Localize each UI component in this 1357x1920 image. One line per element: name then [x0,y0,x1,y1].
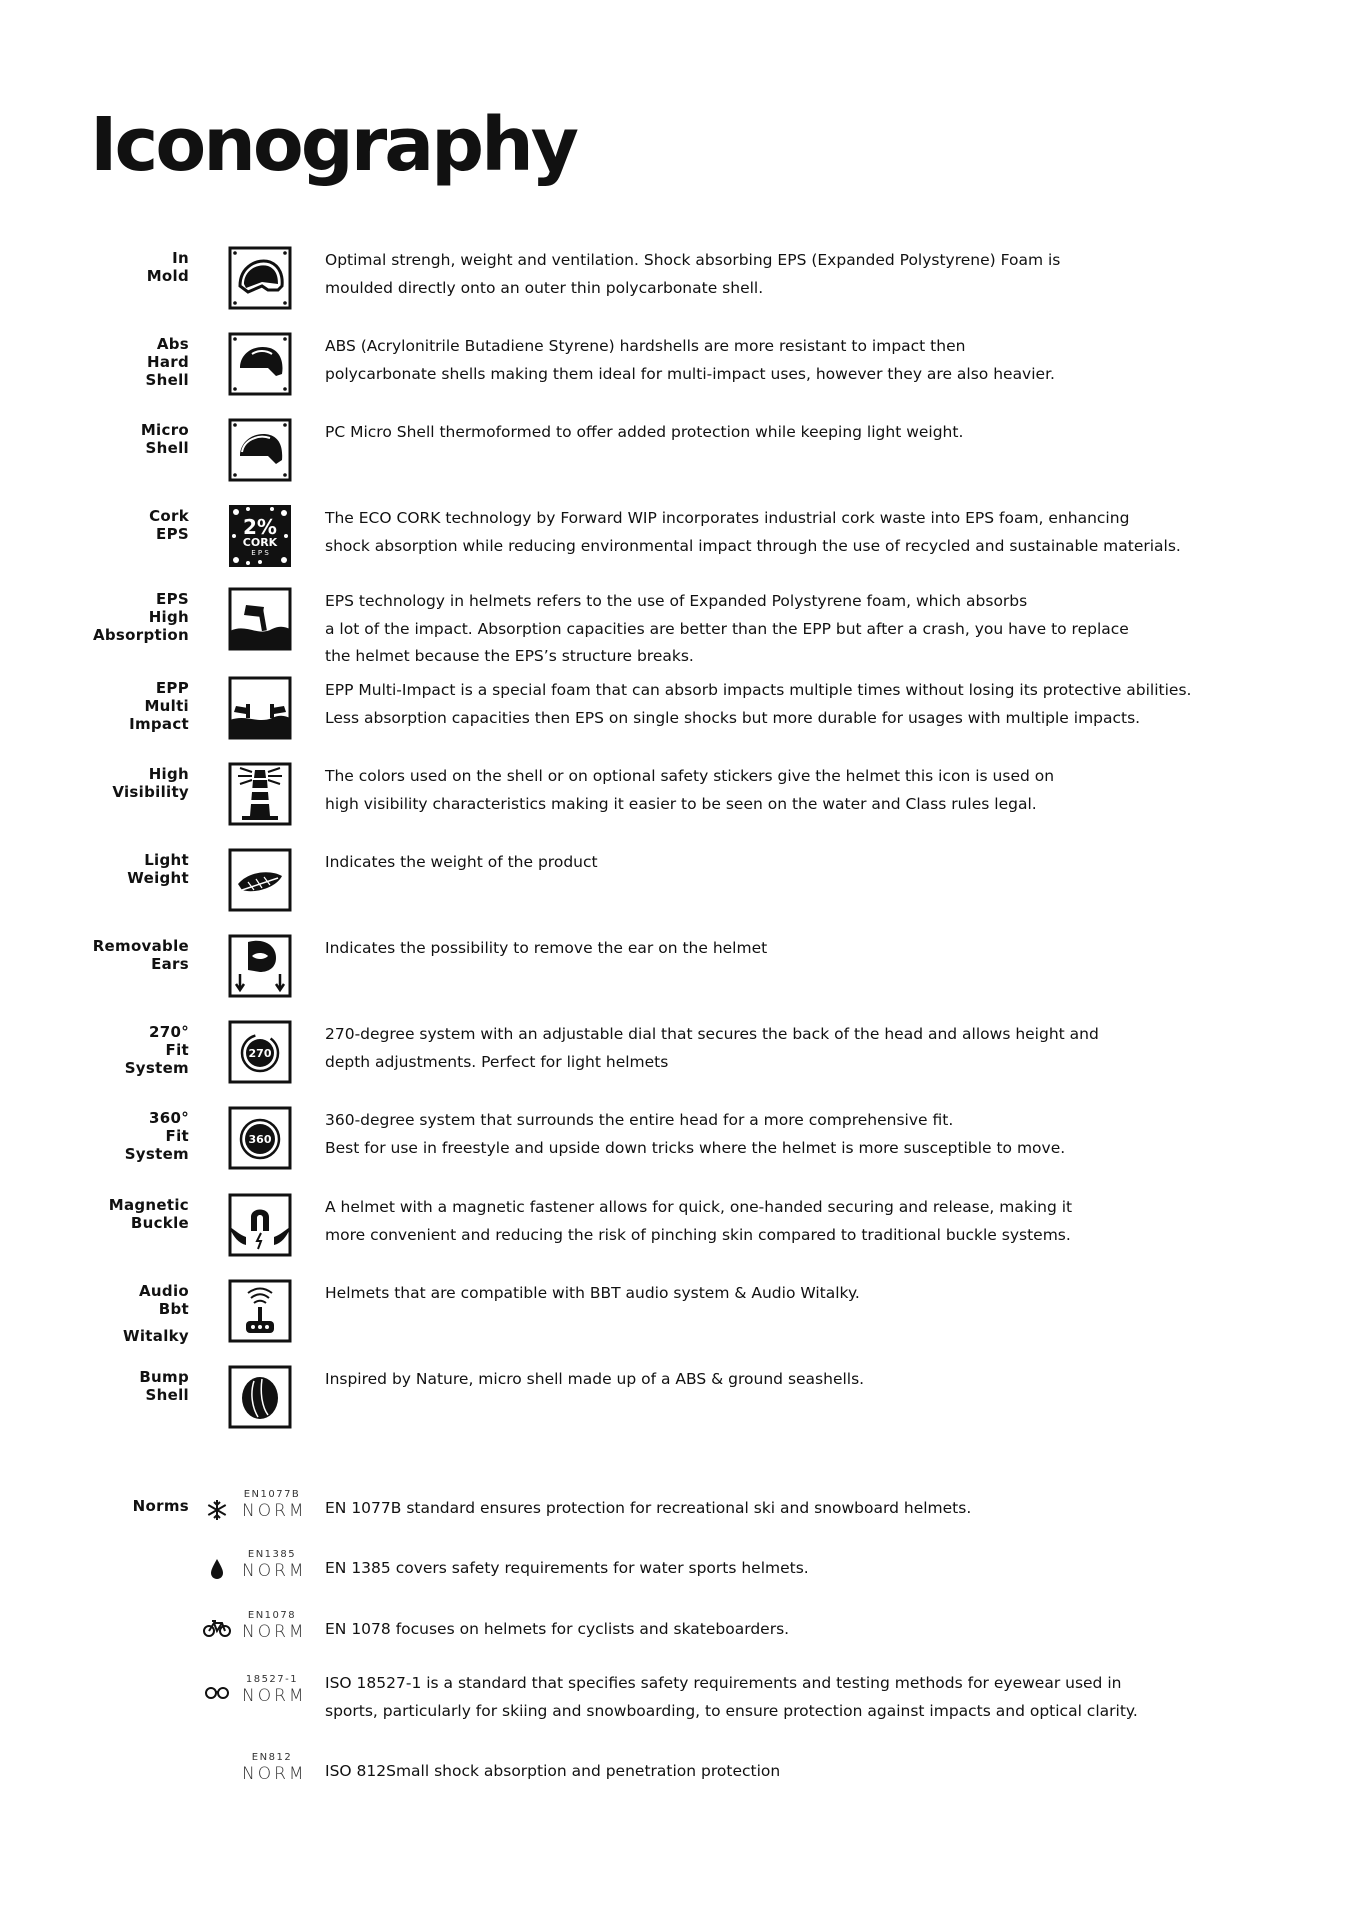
norm-description: EN 1385 covers safety requirements for water sports helmets. [325,1559,809,1577]
norm-description: EN 1078 focuses on helmets for cyclists and skateboarders. [325,1620,790,1638]
water-drop-icon [205,1557,229,1581]
norm-description: EN 1077B standard ensures protection for recreational ski and snowboard helmets. [325,1499,972,1517]
feature-label: Removable Ears [92,937,189,973]
feature-label: High Visibility [112,765,189,801]
feature-label: Bump Shell [139,1368,189,1404]
cork-percent-text: 2% [243,515,277,539]
feature-label: Light Weight [127,851,189,887]
eps-word-text: E P S [251,549,269,557]
dial-360-text: 360 [248,1133,272,1146]
feature-description: The colors used on the shell or on optional safety stickers give the helmet this icon is used on high visibility characteristics making it easier to be seen on the water and Class rules legal. [325,767,1055,813]
feature-description: Helmets that are compatible with BBT audio system & Audio Witalky. [325,1284,860,1302]
eps-high-absorption-icon [228,587,292,651]
removable-ears-icon [228,934,292,998]
feature-description: The ECO CORK technology by Forward WIP incorporates industrial cork waste into EPS foam, enhancing shock absorption while reducing environmental impact through the use of recycled and sustainable materials. [325,509,1181,555]
glasses-icon [203,1682,231,1706]
feature-label: 360° Fit System [124,1109,189,1163]
norm-description: ISO 18527-1 is a standard that specifies safety requirements and testing methods for eyewear used in sports, particularly for skiing and snowboarding, to ensure protection against impacts and optical clarity. [325,1674,1138,1720]
dial-270-text: 270 [248,1047,272,1060]
epp-multi-impact-icon [228,676,292,740]
lighthouse-icon [228,762,292,826]
fit-360-dial-icon [228,1106,292,1170]
feature-label: Magnetic Buckle [108,1196,189,1232]
feature-description: 360-degree system that surrounds the entire head for a more comprehensive fit. Best for use in freestyle and upside down tricks where the helmet is more susceptible to move. [325,1111,1066,1157]
fit-270-dial-icon [228,1020,292,1084]
feature-label: 270° Fit System [124,1023,189,1077]
audio-radio-icon [228,1279,292,1343]
bicycle-icon [203,1616,231,1640]
snowflake-icon [205,1498,229,1522]
helmet-abs-hard-shell-icon [228,332,292,396]
feature-description: EPP Multi-Impact is a special foam that can absorb impacts multiple times without losing its protective abilities. Less absorption capacities then EPS on single shocks but more durable for usages with multiple impacts. [325,681,1192,727]
helmet-micro-shell-icon [228,418,292,482]
feature-description: A helmet with a magnetic fastener allows for quick, one-handed securing and release, making it more convenient and reducing the risk of pinching skin compared to traditional buckle systems. [325,1198,1073,1244]
cork-word-text: CORK [242,536,278,549]
feather-icon [228,848,292,912]
page-title: Iconography [90,102,577,188]
feature-description: PC Micro Shell thermoformed to offer added protection while keeping light weight. [325,423,964,441]
feature-label: Audio Bbt Witalky [123,1282,189,1345]
feature-label: EPS High Absorption [92,590,189,644]
feature-description: Indicates the possibility to remove the ear on the helmet [325,939,768,957]
norm-logo: EN812 NORM [242,1752,307,1784]
feature-description: Optimal strengh, weight and ventilation. Shock absorbing EPS (Expanded Polystyrene) Foam is moulded directly onto an outer thin polycarbonate shell. [325,251,1061,297]
feature-description: Indicates the weight of the product [325,853,598,871]
bump-shell-icon [228,1365,292,1429]
norm-description: ISO 812Small shock absorption and penetration protection [325,1762,781,1780]
helmet-in-mold-icon [228,246,292,310]
magnetic-buckle-icon [228,1193,292,1257]
feature-label: Cork EPS [149,507,189,543]
norm-logo: 18527-1 NORM [242,1674,307,1706]
norm-logo: EN1385 NORM [242,1549,307,1581]
norm-logo: EN1078 NORM [242,1610,307,1642]
feature-description: ABS (Acrylonitrile Butadiene Styrene) hardshells are more resistant to impact then polycarbonate shells making them ideal for multi-impact uses, however they are also heavier. [325,337,1055,383]
feature-label: Abs Hard Shell [145,335,189,389]
feature-description: Inspired by Nature, micro shell made up of a ABS & ground seashells. [325,1370,865,1388]
feature-label: EPP Multi Impact [129,679,189,733]
feature-label: Micro Shell [140,421,189,457]
feature-label: In Mold [146,249,189,285]
feature-description: 270-degree system with an adjustable dial that secures the back of the head and allows height and depth adjustments. Perfect for light helmets [325,1025,1099,1071]
norms-label: Norms [132,1497,189,1515]
norm-logo: EN1077B NORM [242,1489,307,1521]
cork-eps-icon [228,504,292,568]
feature-description: EPS technology in helmets refers to the use of Expanded Polystyrene foam, which absorbs a lot of the impact. Absorption capacities are better than the EPP but after a crash, you have to replace the helmet because the EPS’s structure breaks. [325,592,1129,665]
